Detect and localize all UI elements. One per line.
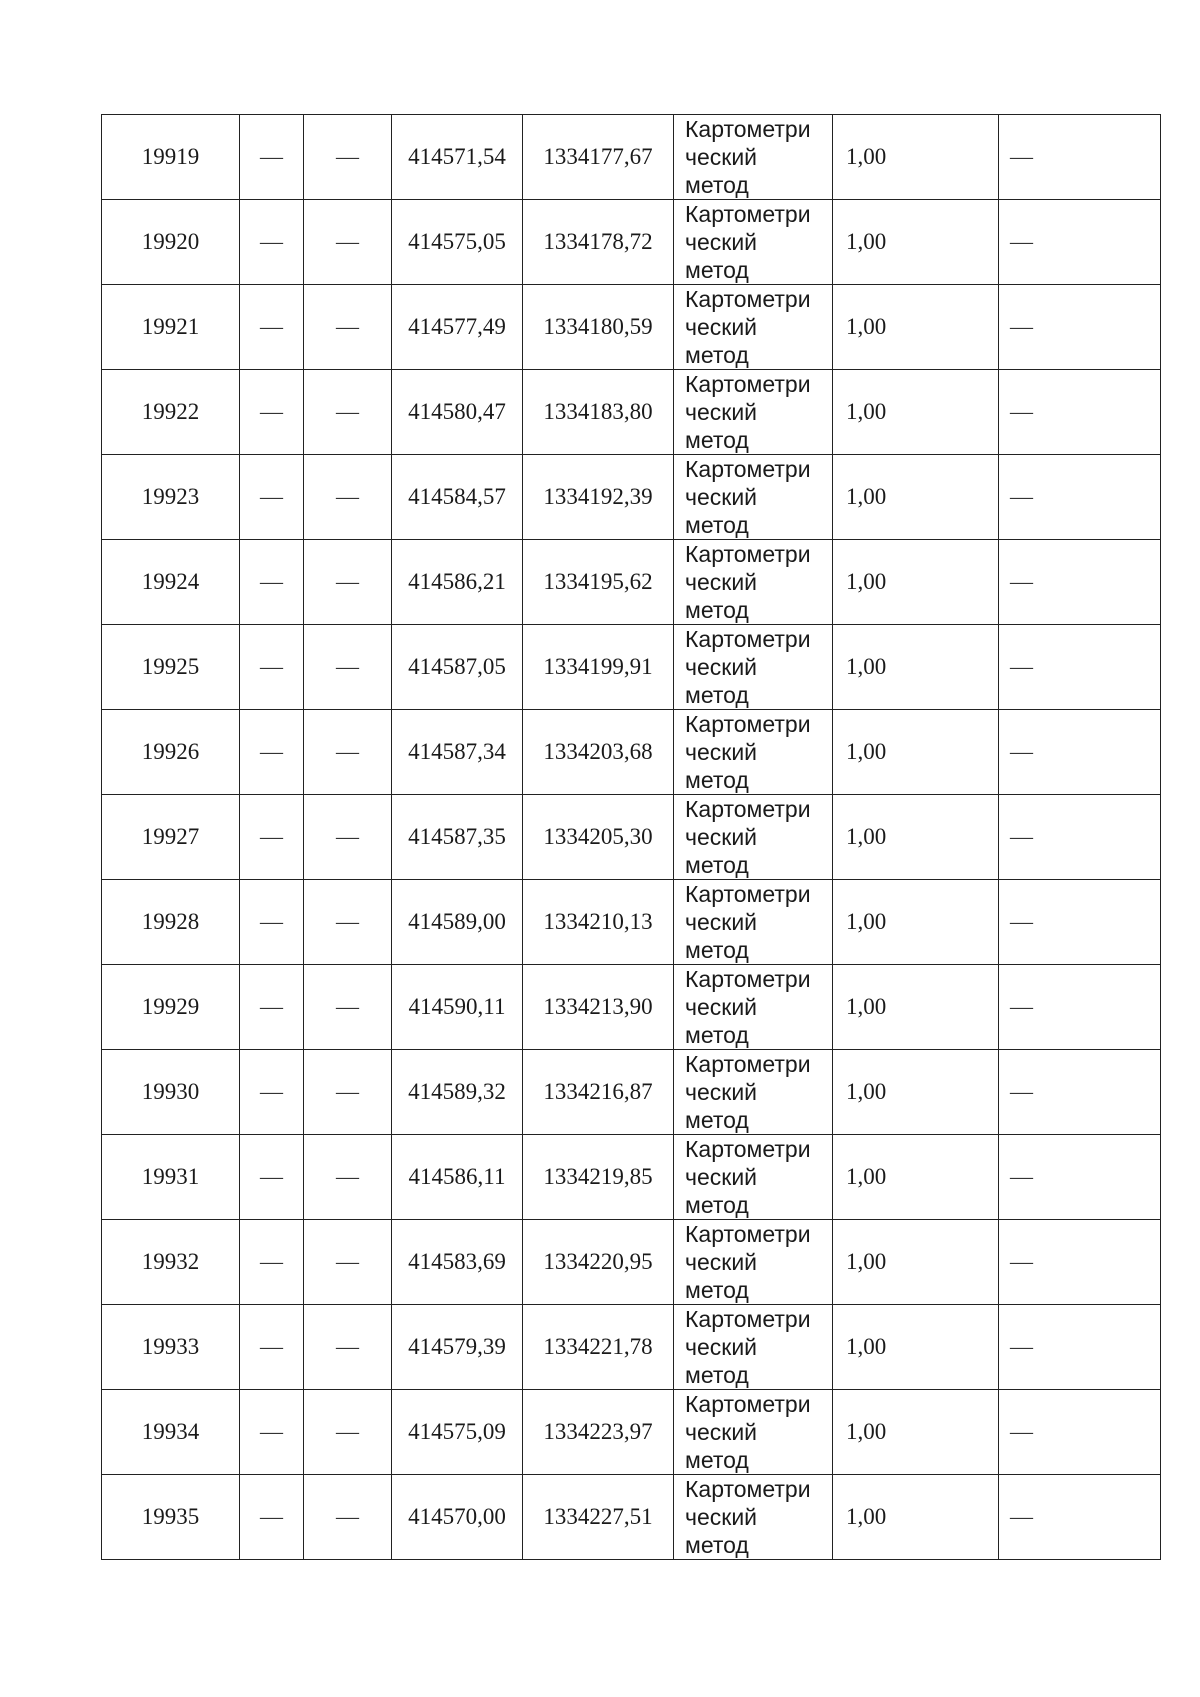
empty-y-old-text: — — [336, 1249, 359, 1274]
description-text: — — [1010, 739, 1033, 764]
point-number-cell — [102, 1050, 240, 1135]
method-cell — [674, 1305, 833, 1390]
coordinate-x-cell — [392, 1135, 523, 1220]
coordinate-y-text: 1334210,13 — [543, 909, 653, 934]
table-row — [102, 795, 1161, 880]
empty-x-old-text: — — [260, 1504, 283, 1529]
coordinate-y-cell — [523, 880, 674, 965]
empty-x-old-text: — — [260, 1164, 283, 1189]
empty-y-old-text: — — [336, 484, 359, 509]
method-text: Картометри ческий метод — [685, 286, 811, 368]
coordinate-x-text: 414577,49 — [408, 314, 506, 339]
table-row — [102, 200, 1161, 285]
point-number-cell — [102, 710, 240, 795]
accuracy-text: 1,00 — [846, 399, 887, 424]
empty-y-old-text: — — [336, 824, 359, 849]
accuracy-text: 1,00 — [846, 1419, 887, 1444]
table-row — [102, 710, 1161, 795]
point-number-text: 19920 — [141, 229, 200, 254]
description-cell — [999, 625, 1161, 710]
accuracy-text: 1,00 — [846, 569, 887, 594]
empty-x-old-cell — [240, 540, 304, 625]
method-text: Картометри ческий метод — [685, 626, 811, 708]
empty-x-old-text: — — [260, 1079, 283, 1104]
empty-x-old-cell — [240, 115, 304, 200]
coordinate-y-cell — [523, 625, 674, 710]
accuracy-text: 1,00 — [846, 909, 887, 934]
method-text: Картометри ческий метод — [685, 796, 811, 878]
coordinate-x-text: 414575,05 — [408, 229, 506, 254]
description-text: — — [1010, 144, 1033, 169]
empty-x-old-cell — [240, 1475, 304, 1560]
description-cell — [999, 965, 1161, 1050]
table-row — [102, 1135, 1161, 1220]
empty-y-old-cell — [304, 710, 392, 795]
coordinate-y-cell — [523, 1220, 674, 1305]
empty-x-old-cell — [240, 455, 304, 540]
coordinate-x-text: 414586,21 — [408, 569, 506, 594]
coordinate-y-cell — [523, 1475, 674, 1560]
description-cell — [999, 200, 1161, 285]
description-cell — [999, 1390, 1161, 1475]
point-number-text: 19935 — [141, 1504, 200, 1529]
point-number-cell — [102, 1135, 240, 1220]
empty-y-old-cell — [304, 200, 392, 285]
empty-x-old-cell — [240, 1050, 304, 1135]
empty-x-old-text: — — [260, 654, 283, 679]
description-cell — [999, 1050, 1161, 1135]
accuracy-text: 1,00 — [846, 1164, 887, 1189]
point-number-text: 19931 — [141, 1164, 200, 1189]
point-number-text: 19923 — [141, 484, 200, 509]
coordinate-y-cell — [523, 1135, 674, 1220]
description-cell — [999, 540, 1161, 625]
description-text: — — [1010, 1164, 1033, 1189]
method-text: Картометри ческий метод — [685, 1221, 811, 1303]
coordinate-y-cell — [523, 710, 674, 795]
method-cell — [674, 625, 833, 710]
empty-y-old-text: — — [336, 994, 359, 1019]
coordinate-y-cell — [523, 1305, 674, 1390]
coordinate-x-cell — [392, 1475, 523, 1560]
accuracy-cell — [833, 200, 999, 285]
coordinates-table-body — [102, 115, 1161, 1560]
coordinate-x-text: 414584,57 — [408, 484, 506, 509]
coordinate-x-cell — [392, 1390, 523, 1475]
empty-y-old-text: — — [336, 739, 359, 764]
description-cell — [999, 1475, 1161, 1560]
method-cell — [674, 370, 833, 455]
table-row — [102, 455, 1161, 540]
point-number-text: 19925 — [141, 654, 200, 679]
accuracy-text: 1,00 — [846, 1504, 887, 1529]
empty-y-old-cell — [304, 1305, 392, 1390]
method-cell — [674, 1050, 833, 1135]
coordinate-y-cell — [523, 200, 674, 285]
coordinate-x-text: 414571,54 — [408, 144, 506, 169]
method-text: Картометри ческий метод — [685, 1306, 811, 1388]
empty-y-old-cell — [304, 965, 392, 1050]
accuracy-text: 1,00 — [846, 1249, 887, 1274]
description-text: — — [1010, 1249, 1033, 1274]
empty-x-old-text: — — [260, 399, 283, 424]
empty-x-old-text: — — [260, 824, 283, 849]
empty-y-old-cell — [304, 540, 392, 625]
description-text: — — [1010, 824, 1033, 849]
point-number-cell — [102, 540, 240, 625]
description-text: — — [1010, 994, 1033, 1019]
accuracy-cell — [833, 880, 999, 965]
empty-x-old-text: — — [260, 909, 283, 934]
description-text: — — [1010, 1079, 1033, 1104]
empty-y-old-cell — [304, 1050, 392, 1135]
table-row — [102, 1220, 1161, 1305]
method-text: Картометри ческий метод — [685, 541, 811, 623]
description-cell — [999, 115, 1161, 200]
point-number-text: 19922 — [141, 399, 200, 424]
coordinate-x-cell — [392, 795, 523, 880]
accuracy-cell — [833, 965, 999, 1050]
table-row — [102, 1475, 1161, 1560]
method-text: Картометри ческий метод — [685, 456, 811, 538]
coordinate-y-text: 1334227,51 — [543, 1504, 653, 1529]
coordinate-y-cell — [523, 1390, 674, 1475]
description-text: — — [1010, 314, 1033, 339]
method-cell — [674, 1390, 833, 1475]
point-number-text: 19930 — [141, 1079, 200, 1104]
method-text: Картометри ческий метод — [685, 1391, 811, 1473]
method-cell — [674, 200, 833, 285]
coordinate-y-cell — [523, 965, 674, 1050]
method-text: Картометри ческий метод — [685, 881, 811, 963]
point-number-text: 19927 — [141, 824, 200, 849]
method-cell — [674, 115, 833, 200]
coordinate-x-cell — [392, 1050, 523, 1135]
description-cell — [999, 795, 1161, 880]
empty-y-old-cell — [304, 115, 392, 200]
method-text: Картометри ческий метод — [685, 1476, 811, 1558]
empty-x-old-text: — — [260, 994, 283, 1019]
empty-y-old-cell — [304, 1390, 392, 1475]
empty-x-old-cell — [240, 880, 304, 965]
empty-x-old-cell — [240, 370, 304, 455]
coordinate-x-cell — [392, 455, 523, 540]
coordinate-x-text: 414580,47 — [408, 399, 506, 424]
accuracy-cell — [833, 625, 999, 710]
coordinate-x-cell — [392, 370, 523, 455]
description-cell — [999, 455, 1161, 540]
method-text: Картометри ческий метод — [685, 1051, 811, 1133]
description-text: — — [1010, 1504, 1033, 1529]
accuracy-text: 1,00 — [846, 654, 887, 679]
coordinate-x-cell — [392, 710, 523, 795]
empty-y-old-cell — [304, 1475, 392, 1560]
accuracy-text: 1,00 — [846, 484, 887, 509]
point-number-cell — [102, 455, 240, 540]
accuracy-text: 1,00 — [846, 1334, 887, 1359]
accuracy-cell — [833, 1220, 999, 1305]
coordinate-y-text: 1334221,78 — [543, 1334, 653, 1359]
accuracy-cell — [833, 540, 999, 625]
coordinate-x-cell — [392, 625, 523, 710]
description-text: — — [1010, 399, 1033, 424]
method-text: Картометри ческий метод — [685, 116, 811, 198]
empty-y-old-cell — [304, 455, 392, 540]
method-text: Картометри ческий метод — [685, 371, 811, 453]
point-number-cell — [102, 370, 240, 455]
point-number-text: 19924 — [141, 569, 200, 594]
coordinate-y-cell — [523, 370, 674, 455]
description-text: — — [1010, 909, 1033, 934]
method-text: Картометри ческий метод — [685, 1136, 811, 1218]
point-number-text: 19932 — [141, 1249, 200, 1274]
coordinate-x-text: 414589,00 — [408, 909, 506, 934]
empty-y-old-cell — [304, 1135, 392, 1220]
point-number-cell — [102, 285, 240, 370]
accuracy-text: 1,00 — [846, 994, 887, 1019]
empty-y-old-text: — — [336, 229, 359, 254]
description-text: — — [1010, 1334, 1033, 1359]
coordinate-x-text: 414587,05 — [408, 654, 506, 679]
point-number-text: 19933 — [141, 1334, 200, 1359]
coordinate-y-text: 1334180,59 — [543, 314, 653, 339]
method-cell — [674, 1135, 833, 1220]
accuracy-cell — [833, 1050, 999, 1135]
empty-x-old-text: — — [260, 569, 283, 594]
accuracy-cell — [833, 1135, 999, 1220]
empty-x-old-text: — — [260, 484, 283, 509]
coordinate-x-cell — [392, 540, 523, 625]
description-cell — [999, 1135, 1161, 1220]
table-row — [102, 1050, 1161, 1135]
method-cell — [674, 880, 833, 965]
empty-y-old-text: — — [336, 1079, 359, 1104]
coordinate-x-cell — [392, 1220, 523, 1305]
coordinate-y-text: 1334183,80 — [543, 399, 653, 424]
description-text: — — [1010, 654, 1033, 679]
empty-y-old-text: — — [336, 1419, 359, 1444]
empty-x-old-text: — — [260, 1249, 283, 1274]
empty-x-old-text: — — [260, 144, 283, 169]
accuracy-cell — [833, 1390, 999, 1475]
coordinate-x-text: 414590,11 — [408, 994, 506, 1019]
method-cell — [674, 540, 833, 625]
empty-y-old-text: — — [336, 569, 359, 594]
coordinate-x-text: 414587,35 — [408, 824, 506, 849]
table-row — [102, 625, 1161, 710]
table-row — [102, 965, 1161, 1050]
coordinate-x-text: 414579,39 — [408, 1334, 506, 1359]
empty-y-old-cell — [304, 1220, 392, 1305]
method-text: Картометри ческий метод — [685, 966, 811, 1048]
empty-x-old-cell — [240, 795, 304, 880]
table-row — [102, 1305, 1161, 1390]
method-cell — [674, 1475, 833, 1560]
accuracy-cell — [833, 115, 999, 200]
coordinate-y-text: 1334199,91 — [543, 654, 653, 679]
description-cell — [999, 285, 1161, 370]
empty-y-old-text: — — [336, 909, 359, 934]
accuracy-cell — [833, 370, 999, 455]
empty-y-old-cell — [304, 625, 392, 710]
description-text: — — [1010, 484, 1033, 509]
point-number-cell — [102, 880, 240, 965]
empty-y-old-cell — [304, 795, 392, 880]
coordinate-y-text: 1334203,68 — [543, 739, 653, 764]
accuracy-cell — [833, 1305, 999, 1390]
coordinate-x-cell — [392, 200, 523, 285]
coordinate-x-text: 414570,00 — [408, 1504, 506, 1529]
method-text: Картометри ческий метод — [685, 711, 811, 793]
coordinate-y-text: 1334223,97 — [543, 1419, 653, 1444]
empty-x-old-cell — [240, 625, 304, 710]
point-number-cell — [102, 115, 240, 200]
table-row — [102, 1390, 1161, 1475]
coordinate-y-text: 1334213,90 — [543, 994, 653, 1019]
point-number-text: 19934 — [141, 1419, 200, 1444]
coordinate-y-text: 1334216,87 — [543, 1079, 653, 1104]
coordinate-y-text: 1334177,67 — [543, 144, 653, 169]
empty-y-old-text: — — [336, 144, 359, 169]
coordinate-x-cell — [392, 115, 523, 200]
accuracy-text: 1,00 — [846, 144, 887, 169]
table-row — [102, 115, 1161, 200]
empty-y-old-text: — — [336, 1504, 359, 1529]
table-row — [102, 540, 1161, 625]
table-row — [102, 285, 1161, 370]
point-number-text: 19919 — [141, 144, 200, 169]
coordinate-y-text: 1334195,62 — [543, 569, 653, 594]
empty-x-old-text: — — [260, 314, 283, 339]
accuracy-cell — [833, 795, 999, 880]
empty-x-old-cell — [240, 1220, 304, 1305]
coordinate-y-text: 1334178,72 — [543, 229, 653, 254]
empty-x-old-cell — [240, 965, 304, 1050]
method-cell — [674, 455, 833, 540]
coordinate-x-cell — [392, 285, 523, 370]
empty-x-old-cell — [240, 1305, 304, 1390]
empty-x-old-text: — — [260, 1334, 283, 1359]
accuracy-text: 1,00 — [846, 1079, 887, 1104]
accuracy-text: 1,00 — [846, 229, 887, 254]
accuracy-text: 1,00 — [846, 824, 887, 849]
empty-x-old-text: — — [260, 739, 283, 764]
point-number-text: 19929 — [141, 994, 200, 1019]
point-number-cell — [102, 200, 240, 285]
description-cell — [999, 710, 1161, 795]
coordinate-y-cell — [523, 455, 674, 540]
coordinates-table — [101, 114, 1161, 1560]
coordinate-y-text: 1334192,39 — [543, 484, 653, 509]
coordinate-y-text: 1334219,85 — [543, 1164, 653, 1189]
method-cell — [674, 710, 833, 795]
table-row — [102, 370, 1161, 455]
description-cell — [999, 370, 1161, 455]
empty-y-old-text: — — [336, 1164, 359, 1189]
coordinate-x-cell — [392, 880, 523, 965]
accuracy-cell — [833, 285, 999, 370]
accuracy-cell — [833, 1475, 999, 1560]
point-number-cell — [102, 1220, 240, 1305]
description-cell — [999, 1305, 1161, 1390]
accuracy-text: 1,00 — [846, 739, 887, 764]
coordinate-y-cell — [523, 285, 674, 370]
method-cell — [674, 795, 833, 880]
description-text: — — [1010, 229, 1033, 254]
empty-y-old-text: — — [336, 654, 359, 679]
empty-y-old-text: — — [336, 399, 359, 424]
coordinate-x-text: 414589,32 — [408, 1079, 506, 1104]
empty-x-old-cell — [240, 1390, 304, 1475]
method-cell — [674, 1220, 833, 1305]
coordinate-y-cell — [523, 795, 674, 880]
coordinate-x-text: 414587,34 — [408, 739, 506, 764]
coordinate-y-cell — [523, 540, 674, 625]
description-cell — [999, 880, 1161, 965]
table-row — [102, 880, 1161, 965]
point-number-cell — [102, 965, 240, 1050]
point-number-text: 19928 — [141, 909, 200, 934]
description-cell — [999, 1220, 1161, 1305]
empty-x-old-text: — — [260, 1419, 283, 1444]
coordinate-x-text: 414583,69 — [408, 1249, 506, 1274]
coordinate-x-text: 414575,09 — [408, 1419, 506, 1444]
point-number-cell — [102, 625, 240, 710]
empty-x-old-cell — [240, 200, 304, 285]
method-cell — [674, 965, 833, 1050]
empty-y-old-text: — — [336, 314, 359, 339]
coordinate-y-cell — [523, 115, 674, 200]
method-cell — [674, 285, 833, 370]
point-number-cell — [102, 795, 240, 880]
accuracy-text: 1,00 — [846, 314, 887, 339]
coordinate-x-cell — [392, 1305, 523, 1390]
coordinate-x-cell — [392, 965, 523, 1050]
empty-x-old-text: — — [260, 229, 283, 254]
empty-y-old-text: — — [336, 1334, 359, 1359]
point-number-text: 19926 — [141, 739, 200, 764]
point-number-cell — [102, 1475, 240, 1560]
coordinate-y-text: 1334205,30 — [543, 824, 653, 849]
empty-y-old-cell — [304, 285, 392, 370]
point-number-cell — [102, 1390, 240, 1475]
point-number-cell — [102, 1305, 240, 1390]
point-number-text: 19921 — [141, 314, 200, 339]
empty-y-old-cell — [304, 370, 392, 455]
empty-y-old-cell — [304, 880, 392, 965]
accuracy-cell — [833, 455, 999, 540]
description-text: — — [1010, 1419, 1033, 1444]
method-text: Картометри ческий метод — [685, 201, 811, 283]
coordinate-y-cell — [523, 1050, 674, 1135]
empty-x-old-cell — [240, 285, 304, 370]
accuracy-cell — [833, 710, 999, 795]
empty-x-old-cell — [240, 1135, 304, 1220]
coordinate-x-text: 414586,11 — [408, 1164, 506, 1189]
empty-x-old-cell — [240, 710, 304, 795]
coordinate-y-text: 1334220,95 — [543, 1249, 653, 1274]
description-text: — — [1010, 569, 1033, 594]
